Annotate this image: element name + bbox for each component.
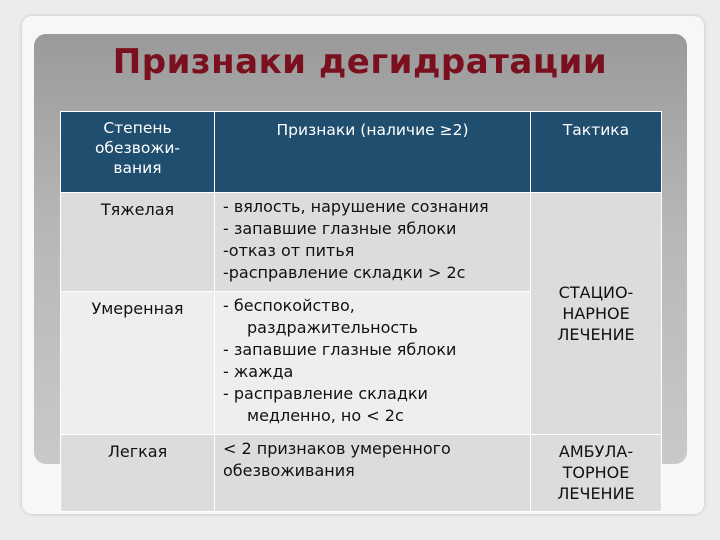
grade-severe: Тяжелая xyxy=(61,193,215,292)
signs-mild: < 2 признаков умеренного обезвоживания xyxy=(215,435,531,512)
header-tactic: Тактика xyxy=(531,112,662,193)
grade-moderate: Умеренная xyxy=(61,292,215,435)
dehydration-table xyxy=(60,111,662,512)
header-row xyxy=(61,112,662,193)
slide-title: Признаки дегидратации xyxy=(112,42,608,82)
tactic-inpatient: СТАЦИО- НАРНОЕ ЛЕЧЕНИЕ xyxy=(531,193,662,435)
signs-moderate: - беспокойство, раздражительность - запавшие глазные яблоки - жажда - расправление складки медленно, но < 2с xyxy=(215,292,531,435)
header-grade: Степень обезвожи- вания xyxy=(61,112,215,193)
table-row xyxy=(61,193,662,292)
signs-severe: - вялость, нарушение сознания - запавшие глазные яблоки -отказ от питья -расправление складки > 2с xyxy=(215,193,531,292)
tactic-outpatient: АМБУЛА- ТОРНОЕ ЛЕЧЕНИЕ xyxy=(531,435,662,512)
header-signs: Признаки (наличие ≥2) xyxy=(215,112,531,193)
grade-mild: Легкая xyxy=(61,435,215,512)
table-row xyxy=(61,435,662,512)
